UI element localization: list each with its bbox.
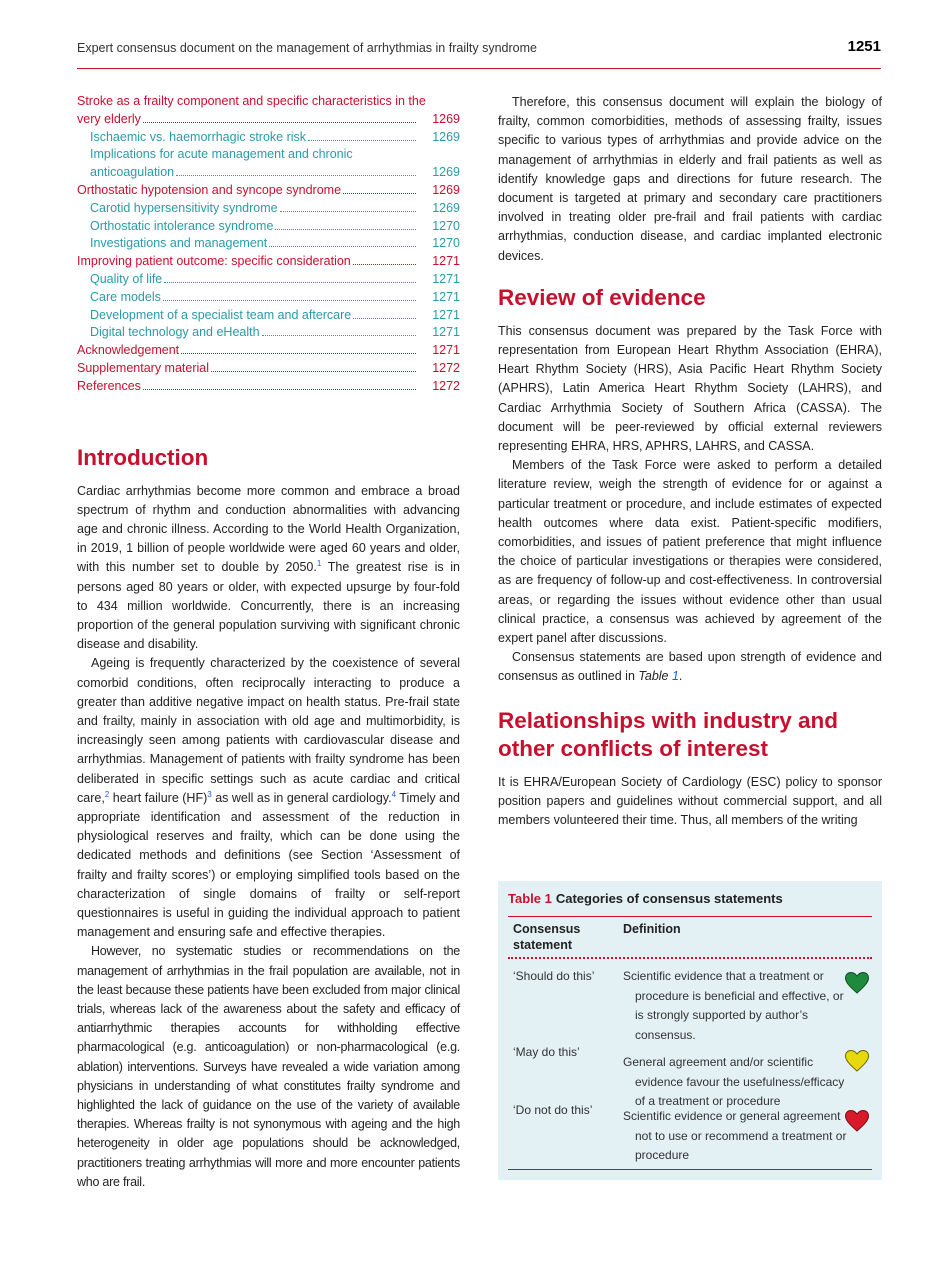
relationships-paragraph: It is EHRA/European Society of Cardiology (ESC) policy to sponsor position papers and guidelines without commercial support, and all members volunteered their time. Thus, all members of the writing [498,774,882,828]
toc-leader-dots [262,335,416,336]
toc-page-number: 1269 [432,129,460,144]
toc-entry-label: Ischaemic vs. haemorrhagic stroke risk [90,129,307,144]
toc-entry-label: Care models [90,289,161,304]
toc-entry-label: Implications for acute management and chronic [90,147,353,162]
table-bottom-rule [508,1169,872,1170]
column-header-definition: Definition [623,922,681,936]
row-1-statement: ‘Should do this’ [513,969,595,983]
toc-page-number: 1271 [432,307,460,322]
citation-4[interactable]: 4 [391,789,397,799]
toc-entry[interactable] [77,271,460,289]
toc-page-number: 1271 [432,343,460,358]
toc-entry[interactable] [77,93,460,129]
table-caption: Table 1 Categories of consensus statements [508,891,783,906]
review-of-evidence-heading: Review of evidence [498,284,706,310]
toc-entry[interactable] [77,360,460,378]
toc-leader-dots [343,193,416,194]
toc-leader-dots [181,353,416,354]
toc-entry[interactable] [77,289,460,307]
toc-entry[interactable] [77,307,460,325]
row-1-definition: Scientific evidence that a treatment or procedure is beneficial and effective, or is strongly supported by author’s consensus. [623,969,844,1042]
toc-leader-dots [176,175,416,176]
toc-page-number: 1271 [432,254,460,269]
toc-leader-dots [353,264,416,265]
red-heart-icon [844,1109,870,1133]
toc-leader-dots [143,389,416,390]
intro-paragraph-3: However, no systematic studies or recommendations on the management of arrhythmias in the frail population are available, not in the least because these patients have been excluded from major clinical trials, whereas lack of the awareness about the safety and efficacy of antiarrhythmic therapies accounts for withholding effective pharmacological (e.g. anticoagulation) or non-pharmacological (e.g. ablation) interventions. Surveys have revealed a wide variation among physicians in understanding of what constitutes frailty syndrome and highlighted the lack of guidance on the use of the variety of available therapies. Whereas frailty is not synonymous with ageing and the high heterogeneity in older age populations should be acknowledged, practitioners treating arrhythmias will more and more encounter patients who are frail. [77,944,460,1189]
column-header-statement: Consensus statement [513,922,581,952]
toc-page-number: 1269 [432,182,460,197]
toc-entry-label: anticoagulation [90,165,175,180]
table-top-rule [508,916,872,917]
toc-entry-label: Supplementary material [77,360,210,375]
toc-leader-dots [280,211,416,212]
citation-2[interactable]: 2 [104,789,110,799]
red-heart-shape [846,1111,869,1132]
toc-page-number: 1270 [432,218,460,233]
toc-entry-label: Stroke as a frailty component and specific characteristics in the [77,94,426,108]
toc-entry-label: Orthostatic intolerance syndrome [90,218,274,233]
running-title: Expert consensus document on the management of arrhythmias in frailty syndrome [77,41,537,55]
toc-entry[interactable] [77,253,460,271]
toc-leader-dots [211,371,416,372]
green-heart-icon [844,971,870,995]
review-paragraph-2: Members of the Task Force were asked to perform a detailed literature review, weigh the strength of evidence for or against a particular treatment or procedure, and include estimates of expected health outcomes where data exist. Patient-specific modifiers, comorbidities, and issues of patient preference that might influence the choice of particular investigations or therapies were considered, as are frequency of follow-up and cost-effectiveness. In controversial areas, or regarding the issues without evidence other than usual clinical practice, a consensus was achieved by agreement of the expert panel after discussions. [498,458,882,646]
toc-leader-dots [353,318,416,319]
table-1 [498,881,882,1180]
yellow-heart-icon [844,1049,870,1073]
citation-1[interactable]: 1 [316,559,322,569]
toc-entry-label: Carotid hypersensitivity syndrome [90,200,278,215]
toc-entry[interactable] [77,324,460,342]
toc-page-number: 1269 [432,200,460,215]
running-header [77,36,881,69]
toc-leader-dots [269,246,416,247]
toc-entry-label: Quality of life [90,271,163,286]
review-paragraph-3: Consensus statements are based upon strength of evidence and consensus as outlined in Table 1. [498,650,882,684]
table-label: Table 1 [508,891,552,906]
toc-page-number: 1271 [432,271,460,286]
toc-entry-label: Orthostatic hypotension and syncope syndrome [77,182,342,197]
toc-entry-label: very elderly [77,111,141,126]
toc-leader-dots [308,140,416,141]
toc-entry-label: References [77,378,141,393]
citation-3[interactable]: 3 [207,789,212,799]
toc-page-number: 1270 [432,236,460,251]
toc-page-number: 1269 [432,111,460,126]
toc-page-number: 1269 [432,165,460,180]
table-header-rule [508,957,872,959]
intro-continuation-paragraph: Therefore, this consensus document will explain the biology of frailty, common comorbidities, methods of assessing frailty, issues specific to various types of arrhythmias and provide advice on the management of arrhythmias in elderly and frail patients as well as identify knowledge gaps and directions for future research. The document is targeted at primary and secondary care practitioners involved in treating older pre-frail and frail patients with cardiac arrhythmias, conduction disease, and cardiac implanted electronic devices. [498,95,882,263]
toc-page-number: 1272 [432,360,460,375]
toc-entry[interactable] [77,342,460,360]
intro-paragraph-2: Ageing is frequently characterized by the coexistence of several comorbid conditions, often reciprocally interacting to produce a greater than additive negative impact on health status. Pre-frail state and frailty, mainly in association with old age and multimorbidity, is increasingly seen among patients with cardiovascular disease and arrhythmias. Management of patients with frailty syndrome has been deliberated in specific settings such as acute cardiac and critical care,$^2$ heart failure (HF)$^3$ as well as in general cardiology.$^4$ Timely and appropriate identification and assessment of the reduction in physiological reserves and frailty, which can be done using the dedicated methods and definitions (see Section ‘Assessment of frailty and frailty scores’) or employing simplified tools based on the characterization of single domains of frailty or self-report questionnaires is useful in guiding the individual approach to patient management and ensuring safe and effective therapies. [77,656,460,940]
toc-entry[interactable] [77,182,460,200]
toc-entry[interactable] [77,218,460,236]
toc-entry-label: Development of a specialist team and aftercare [90,307,352,322]
row-3-definition: Scientific evidence or general agreement not to use or recommend a treatment or procedure [623,1109,847,1162]
row-2-definition: General agreement and/or scientific evidence favour the usefulness/efficacy of a treatment or procedure [623,1055,845,1108]
toc-entry[interactable] [77,129,460,147]
toc-page-number: 1271 [432,325,460,340]
page-number: 1251 [847,38,881,55]
intro-paragraph-1: Cardiac arrhythmias become more common and embrace a broad spectrum of rhythm and conduction abnormalities with advancing age and chronic illness. According to the World Health Organization, in 2019, 1 billion of people worldwide were aged 60 years and older, with this number set to double by 2050.$^1$ The greatest rise is in persons aged 80 years or older, with expected upsurge by four-fold to 434 million worldwide. Concurrently, there is an increasing proportion of the general population surviving with significant chronic disease and disability. [77,483,460,652]
toc-leader-dots [164,282,416,283]
review-paragraph-1: This consensus document was prepared by the Task Force with representation from European Heart Rhythm Association (EHRA), Heart Rhythm Society (HRS), Asia Pacific Heart Rhythm Society (APHRS), Latin America Heart Rhythm Society (LAHRS), and Cardiac Arrhythmia Society of Southern Africa (CASSA). The document will be peer-reviewed by official external reviewers representing EHRA, HRS, APHRS, LAHRS, and CASSA. [498,323,882,454]
toc-entry-label: Acknowledgement [77,343,180,358]
toc-entry-label: Digital technology and eHealth [90,325,260,340]
table-1-link[interactable]: 1 [671,669,679,684]
toc-entry-label: Investigations and management [90,236,268,251]
toc-entry[interactable] [77,200,460,218]
row-2-statement: ‘May do this’ [513,1045,580,1059]
toc-page-number: 1272 [432,378,460,393]
table-of-contents [77,93,460,396]
relationships-heading: Relationships with industry and other conflicts of interest [498,707,839,761]
toc-entry-label: Improving patient outcome: specific consideration [77,254,351,269]
toc-page-number: 1271 [432,289,460,304]
yellow-heart-shape [846,1051,869,1072]
toc-leader-dots [275,229,416,230]
row-3-statement: ‘Do not do this’ [513,1103,593,1117]
toc-leader-dots [163,300,416,301]
toc-entry[interactable] [77,235,460,253]
introduction-heading: Introduction [77,444,209,470]
left-column [77,93,460,1192]
green-heart-shape [846,973,869,994]
right-column [498,93,882,830]
toc-entry[interactable] [77,146,460,182]
toc-leader-dots [143,122,416,123]
toc-entry[interactable] [77,378,460,396]
